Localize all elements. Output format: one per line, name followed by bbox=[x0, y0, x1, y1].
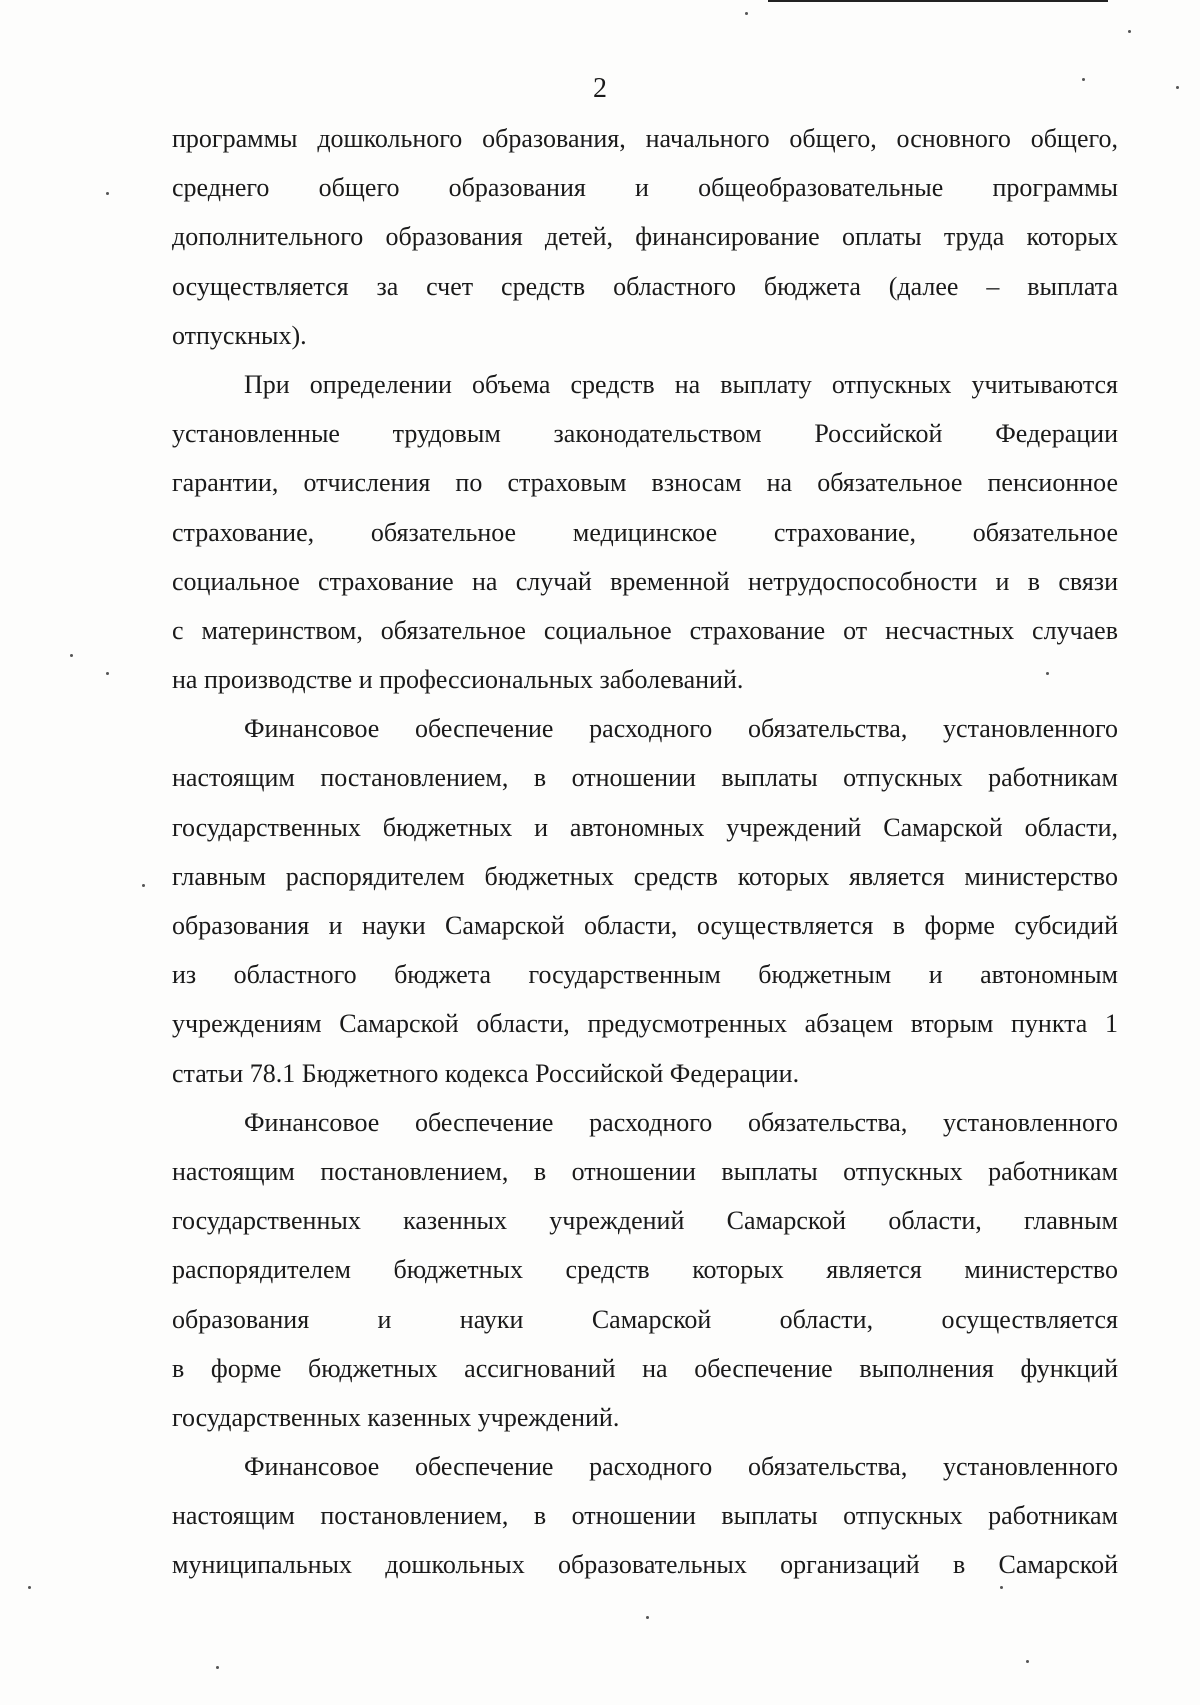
text-line: главным распорядителем бюджетных средств которых является министерство bbox=[172, 861, 1118, 891]
text-line: Финансовое обеспечение расходного обязательства, установленного bbox=[244, 714, 1118, 744]
text-line: муниципальных дошкольных образовательных организаций в Самарской bbox=[172, 1550, 1118, 1580]
text-line: Финансовое обеспечение расходного обязательства, установленного bbox=[244, 1452, 1118, 1482]
scan-speck bbox=[1082, 78, 1085, 81]
scan-speck bbox=[1176, 86, 1179, 89]
text-line: из областного бюджета государственным бюджетным и автономным bbox=[172, 960, 1118, 990]
text-line: гарантии, отчисления по страховым взносам на обязательное пенсионное bbox=[172, 468, 1118, 498]
text-line: с материнством, обязательное социальное страхование от несчастных случаев bbox=[172, 615, 1118, 645]
text-line: в форме бюджетных ассигнований на обеспечение выполнения функций bbox=[172, 1353, 1118, 1383]
text-line: образования и науки Самарской области, осуществляется в форме субсидий bbox=[172, 911, 1118, 940]
scan-speck bbox=[142, 884, 145, 887]
text-line: образования и науки Самарской области, осуществляется bbox=[172, 1304, 1118, 1334]
text-line: государственных казенных учреждений. bbox=[172, 1402, 620, 1432]
scan-speck bbox=[646, 1616, 649, 1619]
scan-speck bbox=[106, 672, 109, 675]
text-line: среднего общего образования и общеобразовательные программы bbox=[172, 173, 1118, 203]
scan-speck bbox=[1000, 1586, 1003, 1589]
text-line: социальное страхование на случай временной нетрудоспособности и в связи bbox=[172, 566, 1118, 596]
scan-speck bbox=[70, 654, 73, 657]
scan-speck bbox=[1128, 30, 1131, 33]
text-line: отпускных). bbox=[172, 320, 307, 350]
text-line: статьи 78.1 Бюджетного кодекса Российской Федерации. bbox=[172, 1058, 800, 1088]
scan-speck bbox=[106, 192, 109, 195]
scan-speck bbox=[1026, 1660, 1029, 1663]
text-line: на производстве и профессиональных заболеваний. bbox=[172, 665, 744, 695]
text-line: настоящим постановлением, в отношении выплаты отпускных работникам bbox=[172, 763, 1118, 793]
scan-speck bbox=[745, 12, 748, 15]
paragraph bbox=[172, 1442, 1118, 1590]
text-line: государственных казенных учреждений Самарской области, главным bbox=[172, 1206, 1118, 1236]
paragraph bbox=[172, 114, 1118, 360]
top-edge-rule bbox=[768, 0, 1108, 2]
text-line: распорядителем бюджетных средств которых является министерство bbox=[172, 1255, 1118, 1285]
paragraph bbox=[172, 1098, 1118, 1442]
scan-speck bbox=[216, 1666, 219, 1669]
text-line: учреждениям Самарской области, предусмотренных абзацем вторым пункта 1 bbox=[172, 1009, 1118, 1039]
text-line: Финансовое обеспечение расходного обязательства, установленного bbox=[244, 1107, 1118, 1137]
text-line: При определении объема средств на выплату отпускных учитываются bbox=[244, 369, 1118, 399]
text-line: дополнительного образования детей, финансирование оплаты труда которых bbox=[172, 222, 1118, 252]
paragraph bbox=[172, 704, 1118, 1098]
scan-speck bbox=[1046, 672, 1049, 675]
text-line: настоящим постановлением, в отношении выплаты отпускных работникам bbox=[172, 1156, 1118, 1186]
text-line: настоящим постановлением, в отношении выплаты отпускных работникам bbox=[172, 1501, 1118, 1531]
scan-speck bbox=[28, 1586, 31, 1589]
paragraph bbox=[172, 360, 1118, 704]
text-line: государственных бюджетных и автономных учреждений Самарской области, bbox=[172, 812, 1118, 842]
text-line: установленные трудовым законодательством Российской Федерации bbox=[172, 419, 1118, 449]
text-line: программы дошкольного образования, начального общего, основного общего, bbox=[172, 124, 1118, 153]
document-body bbox=[172, 114, 1118, 1590]
text-line: осуществляется за счет средств областного бюджета (далее – выплата bbox=[172, 271, 1118, 301]
text-line: страхование, обязательное медицинское страхование, обязательное bbox=[172, 517, 1118, 547]
page-number: 2 bbox=[593, 73, 607, 104]
